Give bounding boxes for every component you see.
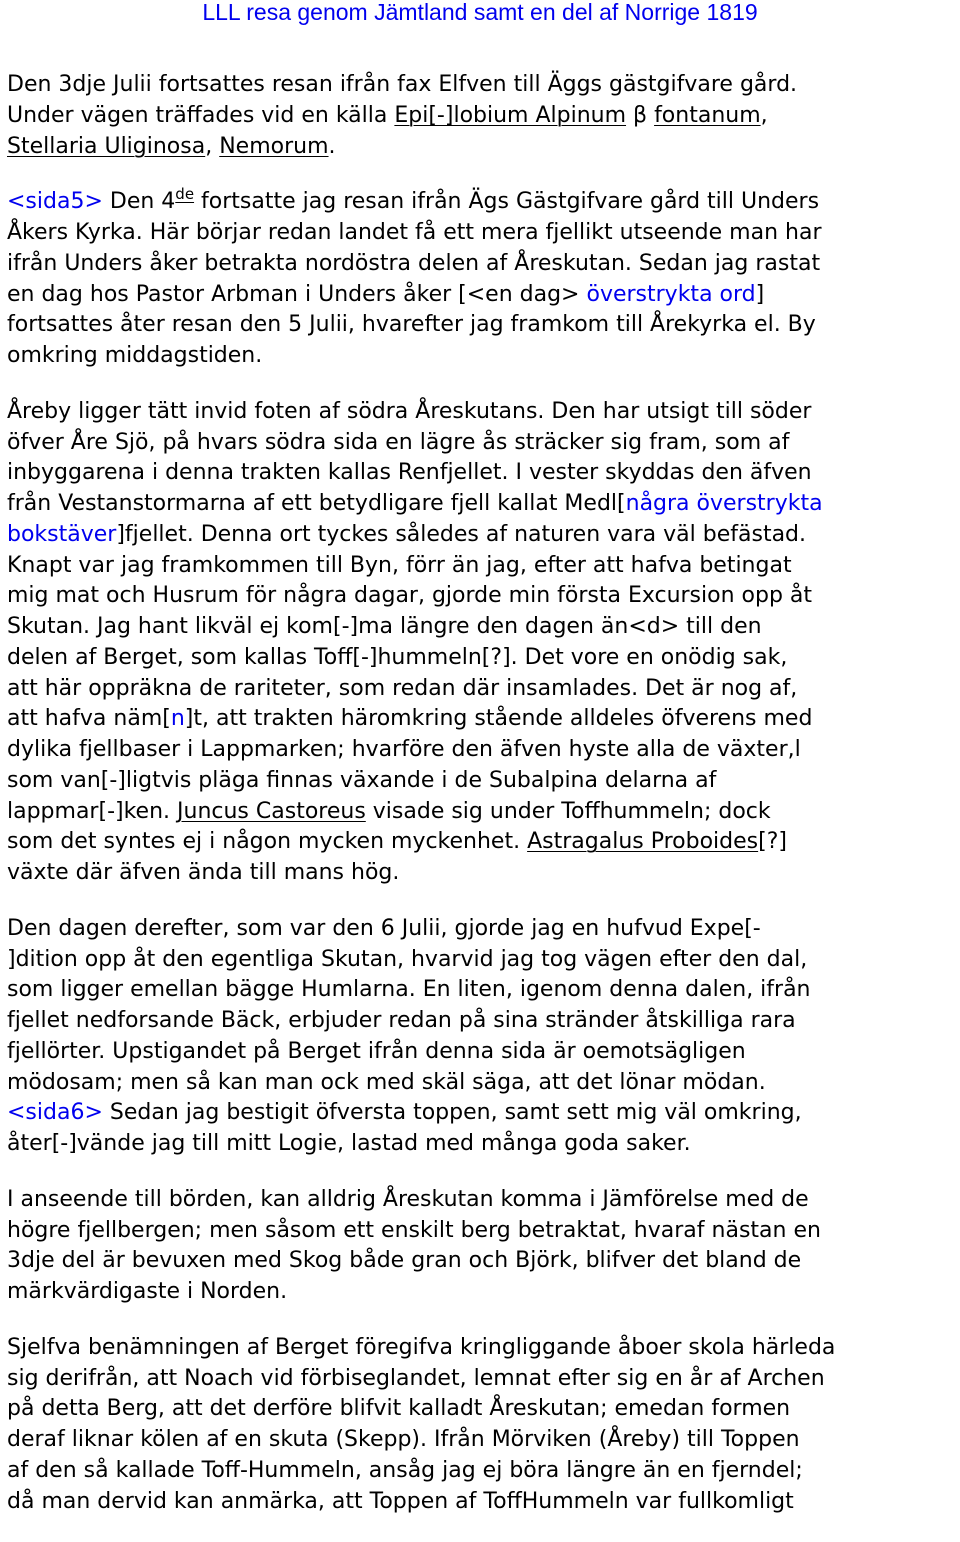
text-line — [7, 766, 958, 797]
text-line — [7, 132, 958, 163]
text-run: ]dition opp åt den egentliga Skutan, hvarvid jag tog vägen efter den dal, — [7, 946, 808, 972]
text-line — [7, 945, 958, 976]
text-run: Sedan jag bestigit öfversta toppen, samt sett mig väl omkring, — [102, 1100, 802, 1126]
paragraph — [7, 187, 958, 372]
text-run: Den dagen derefter, som var den 6 Julii, gjorde jag en hufvud Expe[- — [7, 915, 761, 941]
editorial-note: bokstäver — [7, 521, 117, 547]
text-line — [7, 643, 958, 674]
text-line — [7, 101, 958, 132]
text-run: som ligger emellan bägge Humlarna. En liten, igenom denna dalen, ifrån — [7, 977, 811, 1003]
text-run: omkring middagstiden. — [7, 343, 263, 368]
text-run: från Vestanstormarna af ett betydligare fjell kallat Medl[ — [7, 491, 626, 516]
text-line — [7, 975, 958, 1006]
text-line — [7, 914, 958, 945]
text-line — [7, 581, 958, 612]
editorial-note: överstrykta ord — [586, 281, 756, 307]
editorial-note: <sida5> — [7, 189, 103, 215]
text-line — [7, 1456, 958, 1487]
text-run: , — [760, 102, 768, 128]
text-line — [7, 1425, 958, 1456]
underlined-term: Nemorum — [219, 133, 329, 159]
text-line — [7, 310, 958, 341]
text-line — [7, 1037, 958, 1068]
text-line — [7, 280, 958, 311]
text-run: Knapt var jag framkommen till Byn, förr än jag, efter att hafva betingat — [7, 552, 792, 578]
text-run: I anseende till börden, kan alldrig Åreskutan komma i Jämförelse med de — [7, 1186, 809, 1212]
text-run: Åreby ligger tätt invid foten af södra Åreskutans. Den har utsigt till söder — [7, 398, 812, 424]
text-line — [7, 1006, 958, 1037]
underlined-term: fontanum — [654, 102, 761, 128]
text-line — [7, 397, 958, 428]
text-line — [7, 70, 958, 101]
text-run: . — [328, 133, 336, 159]
text-run: mig mat och Husrum för några dagar, gjorde min första Excursion opp åt — [7, 583, 813, 609]
text-run: ]fjellet. Denna ort tyckes således af naturen vara väl befästad. — [116, 521, 807, 547]
document-body — [7, 70, 958, 1542]
text-run: att här oppräkna de rariteter, som redan där insamlades. Det är nog af, — [7, 675, 798, 701]
text-run: , — [205, 133, 220, 159]
text-line — [7, 520, 958, 551]
text-line — [7, 735, 958, 766]
text-run: åter[-]vände jag till mitt Logie, lastad med många goda saker. — [7, 1131, 691, 1156]
text-run: märkvärdigaste i Norden. — [7, 1279, 288, 1304]
text-run: Sjelfva benämningen af Berget föregifva kringliggande åboer skola härleda — [7, 1334, 836, 1360]
text-run: på detta Berg, att det derföre blifvit kalladt Åreskutan; emedan formen — [7, 1396, 791, 1422]
text-line — [7, 218, 958, 249]
underlined-term: Stellaria Uliginosa — [7, 133, 206, 159]
text-run: öfver Åre Sjö, på hvars södra sida en lägre ås sträcker sig fram, som af — [7, 429, 790, 455]
text-line — [7, 704, 958, 735]
text-line — [7, 428, 958, 459]
text-line — [7, 612, 958, 643]
text-run: β — [626, 102, 655, 128]
text-line — [7, 458, 958, 489]
text-run: Den 4 — [102, 189, 176, 215]
text-line — [7, 797, 958, 828]
text-run: Skutan. Jag hant likväl ej kom[-]ma längre den dagen än<d> till den — [7, 614, 762, 639]
text-line — [7, 1394, 958, 1425]
text-run: 3dje del är bevuxen med Skog både gran och Björk, blifver det bland de — [7, 1248, 802, 1274]
paragraph — [7, 70, 958, 162]
text-run: [?] — [758, 829, 787, 855]
text-run: växte där äfven ända till mans hög. — [7, 860, 400, 885]
text-run: ]t, att trakten häromkring stående alldeles öfverens med — [184, 706, 813, 732]
text-line — [7, 1098, 958, 1129]
text-run: ] — [755, 281, 765, 307]
text-run: lappmar[-]ken. — [7, 798, 178, 824]
text-run: som van[-]ligtvis pläga finnas växande i de Subalpina delarna af — [7, 767, 717, 793]
text-run: sig derifrån, att Noach vid förbiseglandet, lemnat efter sig en år af Archen — [7, 1365, 825, 1391]
paragraph — [7, 1185, 958, 1308]
underlined-term: Juncus Castoreus — [177, 798, 366, 824]
editorial-note: n — [170, 706, 185, 732]
text-run: Under vägen träffades vid en källa — [7, 102, 395, 128]
document-title: LLL resa genom Jämtland samt en del af Norrige 1819 — [202, 0, 758, 25]
text-run: Åkers Kyrka. Här börjar redan landet få ett mera fjellikt utseende man har — [7, 220, 822, 245]
text-run: deraf liknar kölen af en skuta (Skepp). Ifrån Mörviken (Åreby) till Toppen — [7, 1427, 800, 1452]
text-line — [7, 187, 958, 218]
text-line — [7, 1333, 958, 1364]
text-run: visade sig under Toffhummeln; dock — [365, 798, 771, 824]
text-line — [7, 858, 958, 889]
text-run: då man dervid kan anmärka, att Toppen af ToffHummeln var fullkomligt — [7, 1488, 794, 1514]
text-run: dylika fjellbaser i Lappmarken; hvarföre den äfven hyste alla de växter,l — [7, 737, 801, 762]
text-line — [7, 1487, 958, 1518]
text-line — [7, 489, 958, 520]
text-run: att hafva näm[ — [7, 706, 171, 732]
text-line — [7, 1068, 958, 1099]
text-line — [7, 551, 958, 582]
editorial-note: <sida6> — [7, 1100, 103, 1126]
text-line — [7, 1129, 958, 1160]
text-run: som det syntes ej i någon mycken myckenhet. — [7, 829, 528, 855]
text-line — [7, 1364, 958, 1395]
underlined-term: Astragalus Proboides — [527, 829, 759, 855]
superscript: de — [175, 185, 195, 204]
text-line — [7, 1216, 958, 1247]
text-line — [7, 1185, 958, 1216]
text-run: högre fjellbergen; men såsom ett enskilt berg betraktat, hvaraf nästan en — [7, 1217, 821, 1243]
text-line — [7, 1277, 958, 1308]
text-line — [7, 1246, 958, 1277]
text-run: fjellet nedforsande Bäck, erbjuder redan på sina stränder åtskilliga rara — [7, 1008, 796, 1033]
text-line — [7, 249, 958, 280]
paragraph — [7, 914, 958, 1160]
text-run: af den så kallade Toff-Hummeln, ansåg jag ej böra längre än en fjerndel; — [7, 1457, 803, 1483]
text-run: inbyggarena i denna trakten kallas Renfjellet. I vester skyddas den äfven — [7, 460, 812, 486]
text-line — [7, 341, 958, 372]
text-run: fortsatte jag resan ifrån Ägs Gästgifvare gård till Unders — [194, 189, 820, 215]
text-line — [7, 827, 958, 858]
text-run: fortsattes åter resan den 5 Julii, hvarefter jag framkom till Årekyrka el. By — [7, 312, 816, 338]
paragraph — [7, 397, 958, 889]
underlined-term: Epi[-]lobium Alpinum — [394, 102, 627, 128]
text-run: ifrån Unders åker betrakta nordöstra delen af Åreskutan. Sedan jag rastat — [7, 250, 821, 276]
text-run: mödosam; men så kan man ock med skäl säga, att det lönar mödan. — [7, 1069, 766, 1095]
text-run: en dag hos Pastor Arbman i Unders åker [<en dag> — [7, 281, 587, 307]
editorial-note: några överstrykta — [625, 491, 823, 516]
text-run: delen af Berget, som kallas Toff[-]hummeln[?]. Det vore en onödig sak, — [7, 644, 788, 670]
text-line — [7, 674, 958, 705]
paragraph — [7, 1333, 958, 1518]
text-run: fjellörter. Upstigandet på Berget ifrån denna sida är oemotsägligen — [7, 1038, 746, 1064]
text-run: Den 3dje Julii fortsattes resan ifrån fax Elfven till Äggs gästgifvare gård. — [7, 72, 798, 97]
